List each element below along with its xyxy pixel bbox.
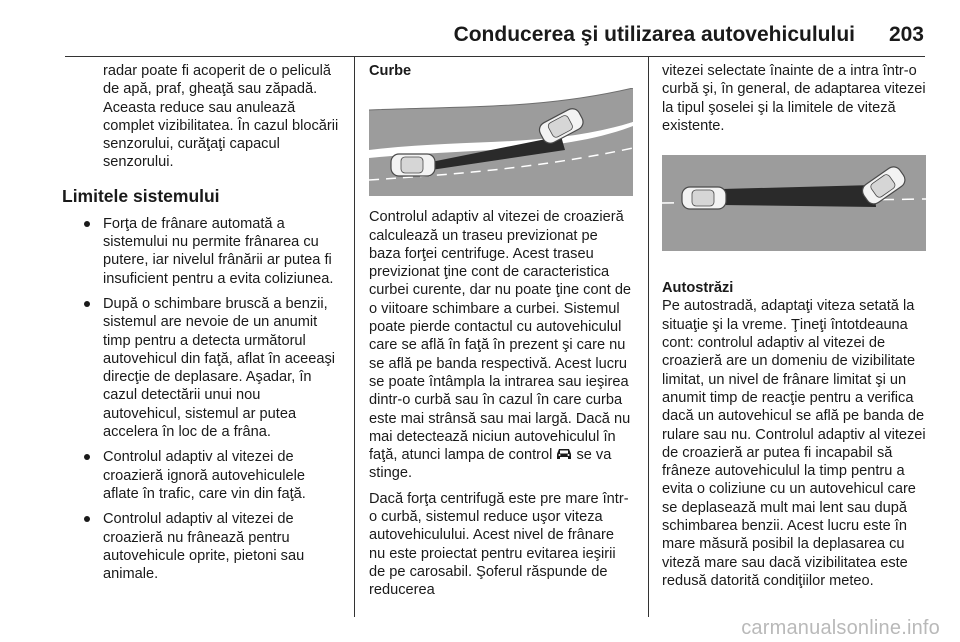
vehicle-ahead-icon [556, 447, 572, 461]
page-title: Conducerea şi utilizarea autovehiculului [453, 23, 855, 46]
bullet-icon [84, 221, 90, 227]
bullet-icon [84, 516, 90, 522]
own-car-icon [391, 154, 435, 176]
list-item: Controlul adaptiv al vitezei de croazieră ignoră autovehiculele aflate în trafic, care vin din faţă. [62, 448, 340, 503]
bullet-icon [84, 454, 90, 460]
curve-illustration [369, 88, 633, 196]
page-number: 203 [888, 23, 924, 46]
column-3 [662, 62, 926, 590]
section-heading-limits: Limitele sistemului [62, 185, 220, 206]
list-item: Controlul adaptiv al vitezei de croazieră nu frânează pentru autovehicule oprite, pietoni sau animale. [62, 510, 340, 583]
section-heading-curves: Curbe [369, 63, 412, 79]
list-item: După o schimbare bruscă a benzii, sistemul are nevoie de un anumit timp pentru a detecta următorul autovehicul din faţă, aflat în aceeaşi direcţie de deplasare. Aşadar, în cazul detectării unui nou autovehicul, sistemul ar putea accelera în loc de a frâna. [62, 295, 340, 441]
section-heading-highways: Autostrăzi [662, 280, 734, 297]
highways-paragraph: Pe autostradă, adaptaţi viteza setată la situaţie şi la vreme. Ţineţi întotdeauna cont: controlul adaptiv al vitezei de croazieră are un domeniu de vizibilitate limitat, un nivel de frânare limitat şi un anumit timp de reacţie pentru a verifica dacă un autovehicul se află pe banda de rulare sau nu. Controlul adaptiv al vitezei de croazieră ar putea fi incapabil să frâneze autovehiculul la timp pentru a evita o coliziune cu un autovehicul care se deplasează mult mai lent sau după schimbarea benzii. Acest lucru este în mare măsură posibil la deplasarea cu viteză mare sau dacă vizibilitatea este redusă datorită condiţiilor meteo. [662, 298, 926, 589]
curves-paragraph-1: Controlul adaptiv al vitezei de croazieră calculează un traseu previzionat pe baza forţei centrifuge. Acest traseu previzionat ţine cont de caracteristica curbei curente, dar nu poate ţine cont de o viitoare schimbare a curbei. Sistemul poate pierde contactul cu autovehiculul care se află în faţă în prezent şi care nu se află pe banda respectivă. Acest lucru se poate întâmpla la intrarea sau ieşirea dintr-o curbă sau în cazul în care curba este mai strânsă sau mai largă. Dacă nu mai detectează niciun autovehiculul în faţă, atunci lampa de control se va stinge. [369, 209, 632, 482]
intro-paragraph: radar poate fi acoperit de o peliculă de apă, praf, gheaţă sau zăpadă. Aceasta reduce sau anulează complet vizibilitatea. În cazul blocării senzorului, curăţaţi capacul senzorului. [103, 63, 339, 171]
column-2 [369, 62, 633, 600]
header-divider [65, 56, 925, 57]
list-item: Forţa de frânare automată a sistemului nu permite frânarea cu putere, iar nivelul frânării ar putea fi insuficient pentru a evita coliziunea. [62, 215, 340, 288]
watermark: carmanualsonline.info [741, 617, 940, 639]
column-divider-1 [354, 57, 355, 617]
page-header [0, 0, 960, 60]
curves-paragraph-2: Dacă forţa centrifugă este pre mare într-o curbă, sistemul reduce uşor viteza autovehiculului. Acest nivel de frânare nu este proiectat pentru evitarea ieşirii de pe carosabil. Şoferul răspunde de reducerea [369, 490, 629, 599]
continued-paragraph: vitezei selectate înainte de a intra într-o curbă şi, în general, de adaptarea vitezei la tipul şoselei şi la limitele de viteză existente. [662, 63, 926, 134]
own-car-icon [682, 187, 726, 209]
column-1 [62, 62, 340, 590]
bullet-icon [84, 301, 90, 307]
highway-illustration [662, 155, 926, 251]
limits-list [62, 215, 340, 584]
column-divider-2 [648, 57, 649, 617]
